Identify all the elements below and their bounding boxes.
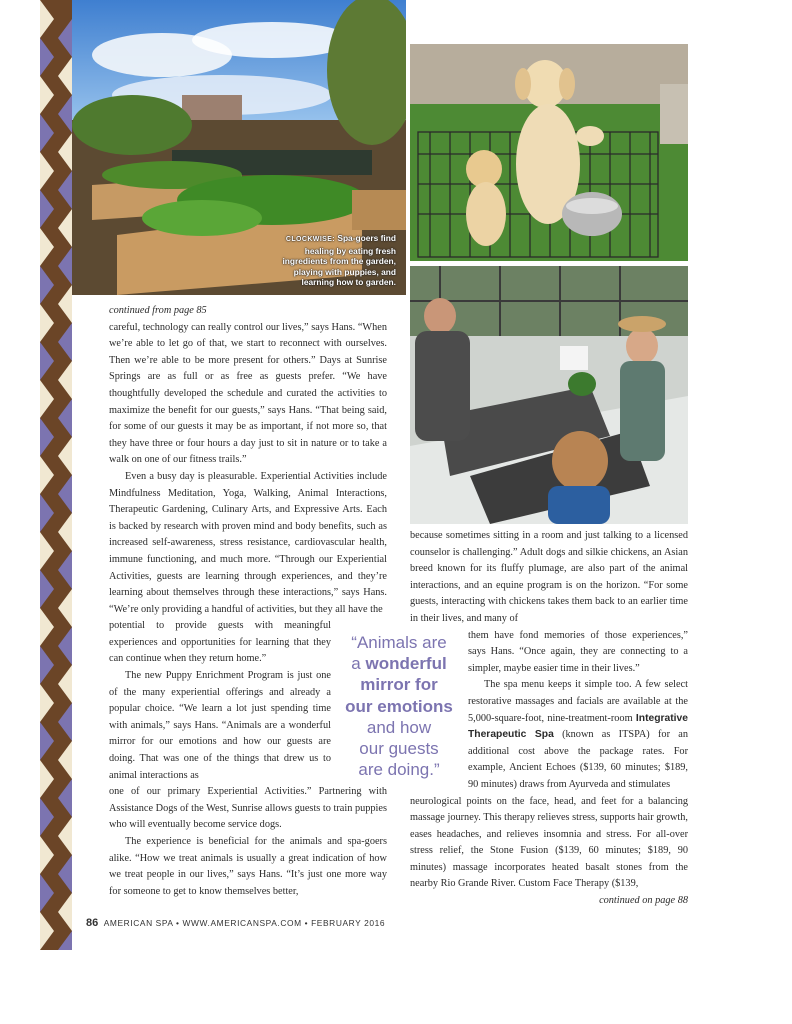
continued-from-label: continued from page 85 [109, 305, 207, 316]
paragraph: careful, technology can really control our lives,” says Hans. “When we’re able to let go of that, we start to reconnect with ourselves. Then we’re able to be more present for others.” Days at Sunrise Springs are as full or as free as guests prefer. “We have thoughtfully developed the schedule and curated the activities to maximize the benefit for our guests,” says Hans. “That being said, for some of our guests it may be as important, if not more so, that they have three or four hours a day just to sit in nature or to take a walk on one of our fitness trails.” [109, 321, 387, 466]
caption-text: Spa-goers find healing by eating fresh ingredients from the garden, playing with puppies, and learning how to garden. [282, 233, 396, 287]
triangle-pattern-icon [40, 0, 72, 950]
pull-quote-text: a [351, 654, 366, 674]
right-column [410, 528, 688, 910]
paragraph [468, 677, 688, 793]
pull-quote-line: mirror for [360, 675, 438, 695]
paragraph: The experience is beneficial for the animals and spa-goers alike. “How we treat animals is usually a great indication of how we treat people in our lives,” says Hans. “It’s just one more way for someone to get to know themselves better, [109, 836, 387, 897]
left-column [109, 303, 387, 900]
pull-quote-line: and how [366, 717, 432, 737]
decorative-border [40, 0, 72, 950]
pull-quote-line: are doing.” [358, 760, 440, 780]
footer-text: AMERICAN SPA • WWW.AMERICANSPA.COM • FEBRUARY 2016 [103, 918, 386, 928]
page-footer [86, 917, 385, 929]
paragraph: them have fond memories of those experiences,” says Hans. “Once again, they are connecting to a simpler, maybe easier time in their lives.” [468, 629, 688, 674]
paragraph: potential to provide guests with meaningful experiences and opportunities for learning that they can continue when they return home.” [109, 620, 331, 665]
puppies-photo [410, 44, 688, 261]
pull-quote-line: our guests [359, 739, 439, 759]
gardening-class-photo [410, 266, 688, 524]
paragraph-text: (known as ITSPA) for an additional cost above the package rates. For example, Ancient Echoes ($139, 60 minutes; $189, 90 minutes) draws from Ayurveda and stimulates [468, 729, 688, 790]
caption-lead: CLOCKWISE: [285, 236, 336, 243]
spa-name: Integrative Therapeutic Spa [468, 712, 688, 741]
paragraph: The new Puppy Enrichment Program is just one of the many experiential offerings and already a popular choice. “We learn a lot just spending time with animals,” says Hans. “Animals are a wonderful mirror for our emotions and how our guests are doing. That was one of the things that drew us to animal interactions as [109, 670, 331, 781]
paragraph: neurological points on the face, head, and feet for a balancing massage journey. This therapy relieves stress, supports hair growth, eases headaches, and relieves insomnia and stress. For all-over stress relief, the Stone Fusion ($139, 60 minutes; $189, 90 minutes) massage incorporates heated basalt stones from the nearby Rio Grande River. Custom Face Therapy ($139, [410, 795, 688, 890]
photo-caption [260, 233, 396, 288]
pull-quote-line: our emotions [345, 696, 453, 716]
paragraph: Even a busy day is pleasurable. Experiential Activities include Mindfulness Meditation, Yoga, Walking, Animal Interactions, Therapeutic Gardening, Culinary Arts, and Expressive Arts. Each is backed by research with proven mind and body benefits, such as increased self-awareness, stress resistance, cardiovascular health, immune functioning, and much more. “Through our Experiential Activities, guests are learning through experiences, and they’re learning about themselves through these interactions,” says Hans. “We’re only providing a handful of activities, but they all have the [109, 470, 387, 615]
paragraph: because sometimes sitting in a room and just talking to a licensed counselor is challenging.” Adult dogs and silkie chickens, an Asian breed known for its fluffy plumage, are also part of the animal interactions, and an equine program is on the horizon. “For some guests, interacting with chickens takes them back to an earlier time in their lives, and many of [410, 530, 688, 624]
pull-quote-emphasis: wonderful [365, 654, 447, 674]
page-number: 86 [86, 917, 99, 929]
pull-quote-line: “Animals are [351, 633, 447, 652]
paragraph-text: The spa menu keeps it simple too. A few select restorative massages and facials are available at the 5,000-square-foot, nine-treatment-room [468, 679, 688, 724]
continued-on-label: continued on page 88 [599, 895, 688, 907]
paragraph: one of our primary Experiential Activities.” Partnering with Assistance Dogs of the West, Sunrise allows guests to train puppies who will eventually become service dogs. [109, 786, 387, 831]
